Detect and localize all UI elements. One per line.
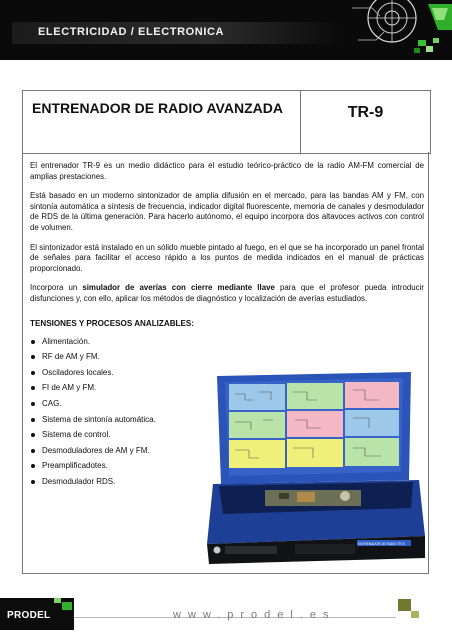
- list-item: Alimentación.: [30, 337, 424, 347]
- list-item: CAG.: [30, 399, 424, 409]
- logo-square-icon: [54, 598, 61, 603]
- footer-square-icon: [398, 599, 411, 611]
- list-item: FI de AM y FM.: [30, 383, 424, 393]
- description-paragraph-3: El sintonizador está instalado en un sólido mueble pintado al fuego, en el que se ha incorporado un panel frontal de señales para facilitar el acceso rápido a los puntos de medida indicados en el manual de prácticas proporcionado.: [30, 242, 424, 273]
- list-item: Preamplificadotes.: [30, 461, 424, 471]
- header-banner: [0, 0, 452, 60]
- list-item: Desmoduladores de AM y FM.: [30, 446, 424, 456]
- prodel-logo: [0, 598, 74, 630]
- logo-text: PRODEL: [7, 610, 51, 621]
- list-item: Desmodulador RDS.: [30, 477, 424, 487]
- description-paragraph-4: Incorpora un simulador de averías con cierre mediante llave para que el profesor pueda introducir disfunciones y, con ello, aplicar los métodos de diagnóstico y localización de averías estudiados.: [30, 283, 424, 303]
- fault-simulator-highlight: simulador de averías con cierre mediante llave: [82, 283, 275, 293]
- list-item: Osciladores locales.: [30, 368, 424, 378]
- list-item: Sistema de control.: [30, 430, 424, 440]
- analysis-heading: TENSIONES Y PROCESOS ANALIZABLES:: [30, 318, 194, 328]
- logo-square-icon: [62, 602, 72, 610]
- description-paragraph-2: Está basado en un moderno sintonizador de amplia difusión en el mercado, para las bandas AM y FM, con sintonía automática a síntesis de frecuencia, indicador digital fluorescente, memoria de canales y desmodulador de RDS de la última generación. Para hacerlo autónomo, el equipo incorpora dos altavoces activos con control de volumen.: [30, 191, 424, 232]
- circuit-decoration-icon: [332, 0, 452, 60]
- product-code: TR-9: [347, 104, 384, 121]
- footer-square-icon: [411, 611, 419, 618]
- description-paragraph-1: El entrenador TR-9 es un medio didáctico para el estudio teórico-práctico de la radio AM-FM comercial de amplias prestaciones.: [30, 161, 424, 181]
- section-title: ELECTRICIDAD / ELECTRONICA: [38, 26, 225, 38]
- product-title-box: [22, 90, 431, 154]
- device-label: ENTRENADOR DE RADIO TR-9: [358, 542, 405, 546]
- list-item: RF de AM y FM.: [30, 352, 424, 362]
- website-url[interactable]: www.prodel.es: [173, 609, 336, 621]
- product-name: ENTRENADOR DE RADIO AVANZADA: [23, 91, 301, 153]
- list-item: Sistema de sintonía automática.: [30, 415, 424, 425]
- radio-trainer-photo: [205, 368, 427, 565]
